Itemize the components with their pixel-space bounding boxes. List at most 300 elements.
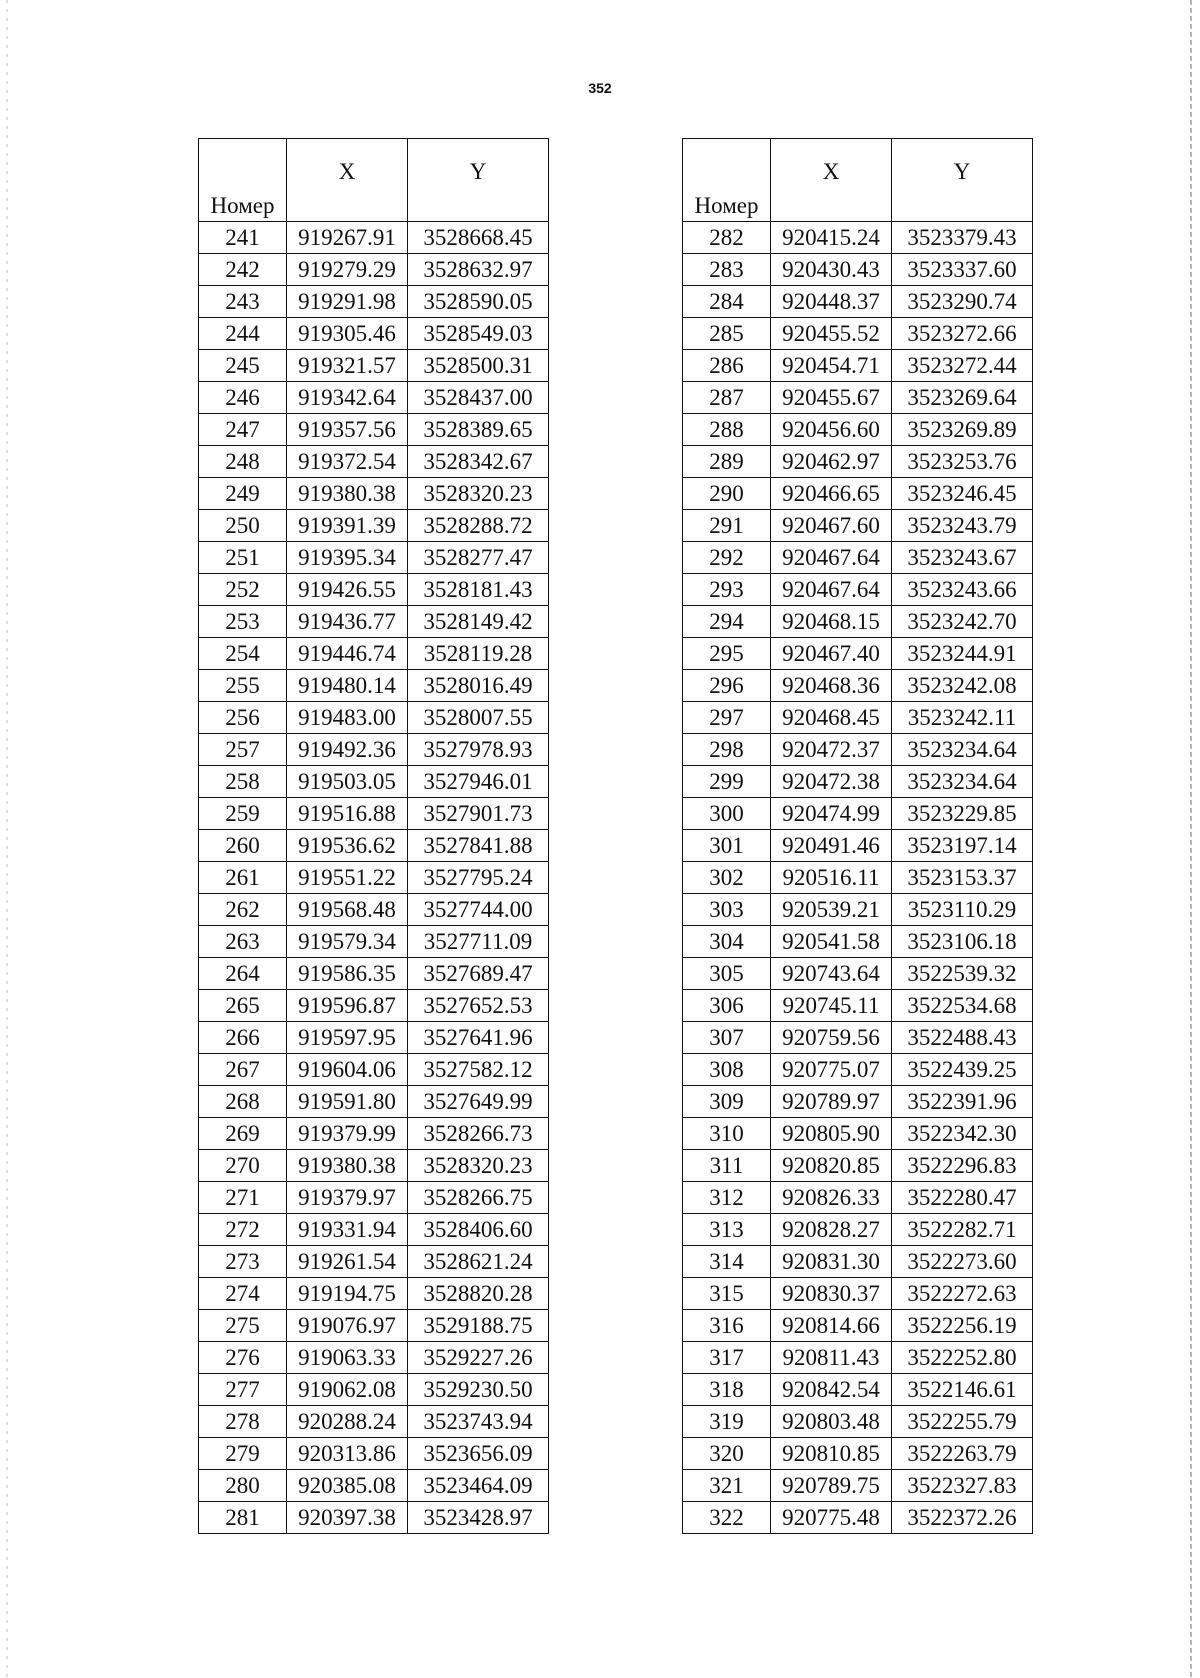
cell-y: 3528549.03 bbox=[408, 318, 549, 350]
cell-number: 294 bbox=[683, 606, 771, 638]
table-row bbox=[199, 254, 549, 286]
table-row bbox=[683, 286, 1033, 318]
cell-y: 3529188.75 bbox=[408, 1310, 549, 1342]
cell-number: 296 bbox=[683, 670, 771, 702]
table-row bbox=[683, 1502, 1033, 1534]
table-row bbox=[199, 1182, 549, 1214]
cell-number: 284 bbox=[683, 286, 771, 318]
cell-x: 920467.60 bbox=[771, 510, 892, 542]
cell-number: 271 bbox=[199, 1182, 287, 1214]
column-header-number: Номер bbox=[199, 139, 287, 222]
cell-x: 920775.07 bbox=[771, 1054, 892, 1086]
cell-y: 3528820.28 bbox=[408, 1278, 549, 1310]
table-row bbox=[683, 1438, 1033, 1470]
table-row bbox=[199, 318, 549, 350]
cell-x: 919436.77 bbox=[287, 606, 408, 638]
cell-x: 919591.80 bbox=[287, 1086, 408, 1118]
table-row bbox=[199, 478, 549, 510]
table-row bbox=[199, 1150, 549, 1182]
table-row bbox=[199, 1406, 549, 1438]
cell-number: 241 bbox=[199, 222, 287, 254]
cell-number: 257 bbox=[199, 734, 287, 766]
cell-x: 919331.94 bbox=[287, 1214, 408, 1246]
cell-y: 3522256.19 bbox=[892, 1310, 1033, 1342]
cell-x: 920472.37 bbox=[771, 734, 892, 766]
cell-x: 919596.87 bbox=[287, 990, 408, 1022]
cell-number: 252 bbox=[199, 574, 287, 606]
table-row bbox=[199, 734, 549, 766]
table-row bbox=[683, 382, 1033, 414]
cell-y: 3522282.71 bbox=[892, 1214, 1033, 1246]
cell-x: 920448.37 bbox=[771, 286, 892, 318]
cell-y: 3527711.09 bbox=[408, 926, 549, 958]
cell-x: 919379.99 bbox=[287, 1118, 408, 1150]
cell-number: 288 bbox=[683, 414, 771, 446]
cell-y: 3528007.55 bbox=[408, 702, 549, 734]
table-row bbox=[683, 542, 1033, 574]
cell-x: 920789.97 bbox=[771, 1086, 892, 1118]
table-row bbox=[199, 414, 549, 446]
cell-number: 283 bbox=[683, 254, 771, 286]
cell-y: 3528320.23 bbox=[408, 1150, 549, 1182]
cell-y: 3523244.91 bbox=[892, 638, 1033, 670]
cell-x: 920288.24 bbox=[287, 1406, 408, 1438]
cell-y: 3523337.60 bbox=[892, 254, 1033, 286]
cell-number: 246 bbox=[199, 382, 287, 414]
table-header-row bbox=[199, 139, 549, 222]
cell-y: 3523106.18 bbox=[892, 926, 1033, 958]
cell-number: 242 bbox=[199, 254, 287, 286]
table-row bbox=[683, 1182, 1033, 1214]
table-row bbox=[683, 1342, 1033, 1374]
cell-number: 276 bbox=[199, 1342, 287, 1374]
cell-x: 920472.38 bbox=[771, 766, 892, 798]
cell-y: 3522342.30 bbox=[892, 1118, 1033, 1150]
cell-x: 920759.56 bbox=[771, 1022, 892, 1054]
cell-y: 3527744.00 bbox=[408, 894, 549, 926]
cell-number: 306 bbox=[683, 990, 771, 1022]
table-row bbox=[199, 670, 549, 702]
cell-y: 3522372.26 bbox=[892, 1502, 1033, 1534]
cell-y: 3522280.47 bbox=[892, 1182, 1033, 1214]
table-row bbox=[199, 1086, 549, 1118]
cell-x: 919380.38 bbox=[287, 1150, 408, 1182]
table-row bbox=[683, 1406, 1033, 1438]
table-row bbox=[683, 1246, 1033, 1278]
cell-x: 920810.85 bbox=[771, 1438, 892, 1470]
table-row bbox=[199, 1246, 549, 1278]
table-row bbox=[199, 990, 549, 1022]
cell-y: 3523272.44 bbox=[892, 350, 1033, 382]
cell-number: 277 bbox=[199, 1374, 287, 1406]
table-body bbox=[199, 222, 549, 1534]
cell-x: 919279.29 bbox=[287, 254, 408, 286]
cell-x: 919604.06 bbox=[287, 1054, 408, 1086]
cell-x: 919536.62 bbox=[287, 830, 408, 862]
cell-number: 259 bbox=[199, 798, 287, 830]
cell-x: 920820.85 bbox=[771, 1150, 892, 1182]
cell-y: 3522252.80 bbox=[892, 1342, 1033, 1374]
cell-y: 3528668.45 bbox=[408, 222, 549, 254]
table-row bbox=[199, 350, 549, 382]
cell-y: 3528288.72 bbox=[408, 510, 549, 542]
cell-x: 920467.64 bbox=[771, 574, 892, 606]
cell-x: 920467.40 bbox=[771, 638, 892, 670]
table-row bbox=[199, 894, 549, 926]
cell-x: 919076.97 bbox=[287, 1310, 408, 1342]
cell-x: 920842.54 bbox=[771, 1374, 892, 1406]
cell-x: 920539.21 bbox=[771, 894, 892, 926]
cell-number: 311 bbox=[683, 1150, 771, 1182]
table-row bbox=[199, 766, 549, 798]
cell-y: 3523229.85 bbox=[892, 798, 1033, 830]
table-row bbox=[683, 1086, 1033, 1118]
cell-x: 920456.60 bbox=[771, 414, 892, 446]
cell-number: 289 bbox=[683, 446, 771, 478]
cell-x: 920467.64 bbox=[771, 542, 892, 574]
cell-number: 248 bbox=[199, 446, 287, 478]
cell-y: 3523153.37 bbox=[892, 862, 1033, 894]
cell-y: 3527649.99 bbox=[408, 1086, 549, 1118]
table-row bbox=[683, 318, 1033, 350]
cell-y: 3528266.73 bbox=[408, 1118, 549, 1150]
cell-y: 3523234.64 bbox=[892, 734, 1033, 766]
cell-y: 3527901.73 bbox=[408, 798, 549, 830]
cell-x: 919379.97 bbox=[287, 1182, 408, 1214]
cell-number: 309 bbox=[683, 1086, 771, 1118]
table-row bbox=[199, 830, 549, 862]
cell-y: 3523243.79 bbox=[892, 510, 1033, 542]
cell-number: 317 bbox=[683, 1342, 771, 1374]
cell-number: 316 bbox=[683, 1310, 771, 1342]
table-row bbox=[683, 574, 1033, 606]
table-row bbox=[199, 798, 549, 830]
cell-number: 282 bbox=[683, 222, 771, 254]
cell-number: 244 bbox=[199, 318, 287, 350]
cell-number: 266 bbox=[199, 1022, 287, 1054]
cell-x: 919063.33 bbox=[287, 1342, 408, 1374]
table-row bbox=[683, 478, 1033, 510]
cell-x: 920455.52 bbox=[771, 318, 892, 350]
table-row bbox=[683, 830, 1033, 862]
table-row bbox=[199, 1022, 549, 1054]
table-row bbox=[199, 574, 549, 606]
table-row bbox=[683, 1150, 1033, 1182]
table-row bbox=[683, 766, 1033, 798]
cell-x: 920805.90 bbox=[771, 1118, 892, 1150]
cell-number: 299 bbox=[683, 766, 771, 798]
cell-number: 263 bbox=[199, 926, 287, 958]
cell-x: 919551.22 bbox=[287, 862, 408, 894]
cell-x: 920541.58 bbox=[771, 926, 892, 958]
table-row bbox=[199, 606, 549, 638]
cell-x: 919391.39 bbox=[287, 510, 408, 542]
table-row bbox=[199, 382, 549, 414]
cell-y: 3522488.43 bbox=[892, 1022, 1033, 1054]
cell-y: 3528590.05 bbox=[408, 286, 549, 318]
cell-x: 920466.65 bbox=[771, 478, 892, 510]
column-header-y: Y bbox=[892, 139, 1033, 222]
cell-y: 3528632.97 bbox=[408, 254, 549, 286]
cell-y: 3522255.79 bbox=[892, 1406, 1033, 1438]
cell-y: 3529227.26 bbox=[408, 1342, 549, 1374]
scan-edge-left bbox=[6, 0, 8, 1678]
table-row bbox=[683, 926, 1033, 958]
table-row bbox=[683, 510, 1033, 542]
cell-y: 3523743.94 bbox=[408, 1406, 549, 1438]
cell-x: 920828.27 bbox=[771, 1214, 892, 1246]
cell-y: 3528277.47 bbox=[408, 542, 549, 574]
cell-x: 919380.38 bbox=[287, 478, 408, 510]
cell-number: 310 bbox=[683, 1118, 771, 1150]
cell-x: 920468.36 bbox=[771, 670, 892, 702]
cell-x: 919267.91 bbox=[287, 222, 408, 254]
cell-y: 3528016.49 bbox=[408, 670, 549, 702]
cell-x: 920811.43 bbox=[771, 1342, 892, 1374]
cell-number: 281 bbox=[199, 1502, 287, 1534]
cell-x: 919516.88 bbox=[287, 798, 408, 830]
cell-y: 3527641.96 bbox=[408, 1022, 549, 1054]
cell-y: 3523110.29 bbox=[892, 894, 1033, 926]
table-row bbox=[683, 734, 1033, 766]
cell-x: 920516.11 bbox=[771, 862, 892, 894]
table-row bbox=[683, 414, 1033, 446]
cell-x: 920313.86 bbox=[287, 1438, 408, 1470]
cell-y: 3523269.64 bbox=[892, 382, 1033, 414]
cell-y: 3522539.32 bbox=[892, 958, 1033, 990]
cell-number: 249 bbox=[199, 478, 287, 510]
cell-number: 253 bbox=[199, 606, 287, 638]
cell-y: 3523272.66 bbox=[892, 318, 1033, 350]
table-row bbox=[683, 1310, 1033, 1342]
cell-number: 313 bbox=[683, 1214, 771, 1246]
cell-y: 3522391.96 bbox=[892, 1086, 1033, 1118]
column-header-number: Номер bbox=[683, 139, 771, 222]
table-row bbox=[683, 350, 1033, 382]
cell-y: 3527978.93 bbox=[408, 734, 549, 766]
table-row bbox=[683, 446, 1033, 478]
table-row bbox=[683, 670, 1033, 702]
cell-x: 920455.67 bbox=[771, 382, 892, 414]
cell-x: 920468.45 bbox=[771, 702, 892, 734]
cell-number: 320 bbox=[683, 1438, 771, 1470]
cell-number: 308 bbox=[683, 1054, 771, 1086]
cell-number: 314 bbox=[683, 1246, 771, 1278]
table-row bbox=[199, 1118, 549, 1150]
table-row bbox=[199, 1278, 549, 1310]
cell-y: 3528119.28 bbox=[408, 638, 549, 670]
cell-y: 3523246.45 bbox=[892, 478, 1033, 510]
cell-x: 920474.99 bbox=[771, 798, 892, 830]
table-row bbox=[683, 1374, 1033, 1406]
cell-y: 3522273.60 bbox=[892, 1246, 1033, 1278]
table-row bbox=[199, 542, 549, 574]
cell-number: 256 bbox=[199, 702, 287, 734]
cell-number: 287 bbox=[683, 382, 771, 414]
table-body bbox=[683, 222, 1033, 1534]
cell-x: 919062.08 bbox=[287, 1374, 408, 1406]
cell-y: 3522296.83 bbox=[892, 1150, 1033, 1182]
cell-x: 920491.46 bbox=[771, 830, 892, 862]
cell-number: 265 bbox=[199, 990, 287, 1022]
cell-number: 254 bbox=[199, 638, 287, 670]
table-row bbox=[683, 254, 1033, 286]
cell-x: 919597.95 bbox=[287, 1022, 408, 1054]
table-row bbox=[683, 990, 1033, 1022]
cell-x: 920814.66 bbox=[771, 1310, 892, 1342]
table-row bbox=[199, 1054, 549, 1086]
table-row bbox=[199, 286, 549, 318]
table-row bbox=[199, 222, 549, 254]
cell-number: 301 bbox=[683, 830, 771, 862]
cell-y: 3523269.89 bbox=[892, 414, 1033, 446]
table-row bbox=[683, 606, 1033, 638]
cell-y: 3527689.47 bbox=[408, 958, 549, 990]
table-row bbox=[683, 958, 1033, 990]
cell-x: 920803.48 bbox=[771, 1406, 892, 1438]
cell-number: 291 bbox=[683, 510, 771, 542]
cell-y: 3528149.42 bbox=[408, 606, 549, 638]
cell-number: 269 bbox=[199, 1118, 287, 1150]
cell-number: 318 bbox=[683, 1374, 771, 1406]
cell-y: 3528342.67 bbox=[408, 446, 549, 478]
cell-y: 3522272.63 bbox=[892, 1278, 1033, 1310]
cell-number: 302 bbox=[683, 862, 771, 894]
cell-y: 3527841.88 bbox=[408, 830, 549, 862]
cell-number: 307 bbox=[683, 1022, 771, 1054]
cell-y: 3528406.60 bbox=[408, 1214, 549, 1246]
cell-x: 920454.71 bbox=[771, 350, 892, 382]
cell-number: 258 bbox=[199, 766, 287, 798]
cell-y: 3522263.79 bbox=[892, 1438, 1033, 1470]
cell-y: 3523464.09 bbox=[408, 1470, 549, 1502]
table-row bbox=[199, 1310, 549, 1342]
cell-y: 3522534.68 bbox=[892, 990, 1033, 1022]
cell-number: 305 bbox=[683, 958, 771, 990]
cell-number: 273 bbox=[199, 1246, 287, 1278]
cell-number: 245 bbox=[199, 350, 287, 382]
cell-number: 280 bbox=[199, 1470, 287, 1502]
cell-number: 270 bbox=[199, 1150, 287, 1182]
cell-number: 278 bbox=[199, 1406, 287, 1438]
cell-x: 920830.37 bbox=[771, 1278, 892, 1310]
cell-y: 3522146.61 bbox=[892, 1374, 1033, 1406]
cell-number: 297 bbox=[683, 702, 771, 734]
cell-x: 919395.34 bbox=[287, 542, 408, 574]
cell-number: 264 bbox=[199, 958, 287, 990]
cell-x: 919261.54 bbox=[287, 1246, 408, 1278]
cell-number: 262 bbox=[199, 894, 287, 926]
cell-x: 920468.15 bbox=[771, 606, 892, 638]
cell-number: 300 bbox=[683, 798, 771, 830]
cell-number: 255 bbox=[199, 670, 287, 702]
cell-x: 920462.97 bbox=[771, 446, 892, 478]
cell-y: 3523290.74 bbox=[892, 286, 1033, 318]
table-row bbox=[683, 1278, 1033, 1310]
table-row bbox=[199, 862, 549, 894]
cell-number: 261 bbox=[199, 862, 287, 894]
cell-x: 919321.57 bbox=[287, 350, 408, 382]
cell-x: 920430.43 bbox=[771, 254, 892, 286]
table-row bbox=[683, 638, 1033, 670]
cell-x: 920826.33 bbox=[771, 1182, 892, 1214]
cell-y: 3528437.00 bbox=[408, 382, 549, 414]
cell-number: 275 bbox=[199, 1310, 287, 1342]
cell-number: 322 bbox=[683, 1502, 771, 1534]
cell-x: 920415.24 bbox=[771, 222, 892, 254]
cell-number: 251 bbox=[199, 542, 287, 574]
cell-number: 293 bbox=[683, 574, 771, 606]
cell-x: 919483.00 bbox=[287, 702, 408, 734]
cell-number: 260 bbox=[199, 830, 287, 862]
cell-y: 3522327.83 bbox=[892, 1470, 1033, 1502]
cell-number: 298 bbox=[683, 734, 771, 766]
cell-number: 295 bbox=[683, 638, 771, 670]
cell-x: 919503.05 bbox=[287, 766, 408, 798]
cell-y: 3527582.12 bbox=[408, 1054, 549, 1086]
cell-number: 315 bbox=[683, 1278, 771, 1310]
cell-y: 3523379.43 bbox=[892, 222, 1033, 254]
cell-y: 3523197.14 bbox=[892, 830, 1033, 862]
cell-y: 3523242.08 bbox=[892, 670, 1033, 702]
column-header-x: X bbox=[771, 139, 892, 222]
page-number: 352 bbox=[588, 80, 612, 96]
cell-y: 3523656.09 bbox=[408, 1438, 549, 1470]
cell-y: 3527795.24 bbox=[408, 862, 549, 894]
table-row bbox=[199, 1438, 549, 1470]
table-row bbox=[199, 1374, 549, 1406]
cell-y: 3528266.75 bbox=[408, 1182, 549, 1214]
column-header-y: Y bbox=[408, 139, 549, 222]
cell-y: 3528320.23 bbox=[408, 478, 549, 510]
table-row bbox=[199, 1502, 549, 1534]
cell-x: 919194.75 bbox=[287, 1278, 408, 1310]
cell-y: 3523243.67 bbox=[892, 542, 1033, 574]
cell-number: 243 bbox=[199, 286, 287, 318]
column-header-x: X bbox=[287, 139, 408, 222]
cell-y: 3523243.66 bbox=[892, 574, 1033, 606]
table-row bbox=[683, 1470, 1033, 1502]
cell-number: 312 bbox=[683, 1182, 771, 1214]
table-row bbox=[683, 222, 1033, 254]
cell-y: 3523242.11 bbox=[892, 702, 1033, 734]
table-row bbox=[199, 958, 549, 990]
table-row bbox=[683, 862, 1033, 894]
cell-x: 919342.64 bbox=[287, 382, 408, 414]
scan-edge-right bbox=[1190, 0, 1192, 1678]
table-row bbox=[199, 926, 549, 958]
cell-number: 286 bbox=[683, 350, 771, 382]
cell-x: 920397.38 bbox=[287, 1502, 408, 1534]
table-row bbox=[683, 798, 1033, 830]
cell-x: 919579.34 bbox=[287, 926, 408, 958]
cell-number: 292 bbox=[683, 542, 771, 574]
coordinates-table-left bbox=[198, 138, 549, 1534]
table-row bbox=[199, 1214, 549, 1246]
table-header-row bbox=[683, 139, 1033, 222]
cell-number: 321 bbox=[683, 1470, 771, 1502]
coordinates-table-right bbox=[682, 138, 1033, 1534]
cell-number: 247 bbox=[199, 414, 287, 446]
cell-number: 290 bbox=[683, 478, 771, 510]
cell-x: 919426.55 bbox=[287, 574, 408, 606]
cell-y: 3528621.24 bbox=[408, 1246, 549, 1278]
table-row bbox=[683, 702, 1033, 734]
cell-x: 919586.35 bbox=[287, 958, 408, 990]
cell-y: 3527946.01 bbox=[408, 766, 549, 798]
cell-y: 3527652.53 bbox=[408, 990, 549, 1022]
cell-y: 3523253.76 bbox=[892, 446, 1033, 478]
